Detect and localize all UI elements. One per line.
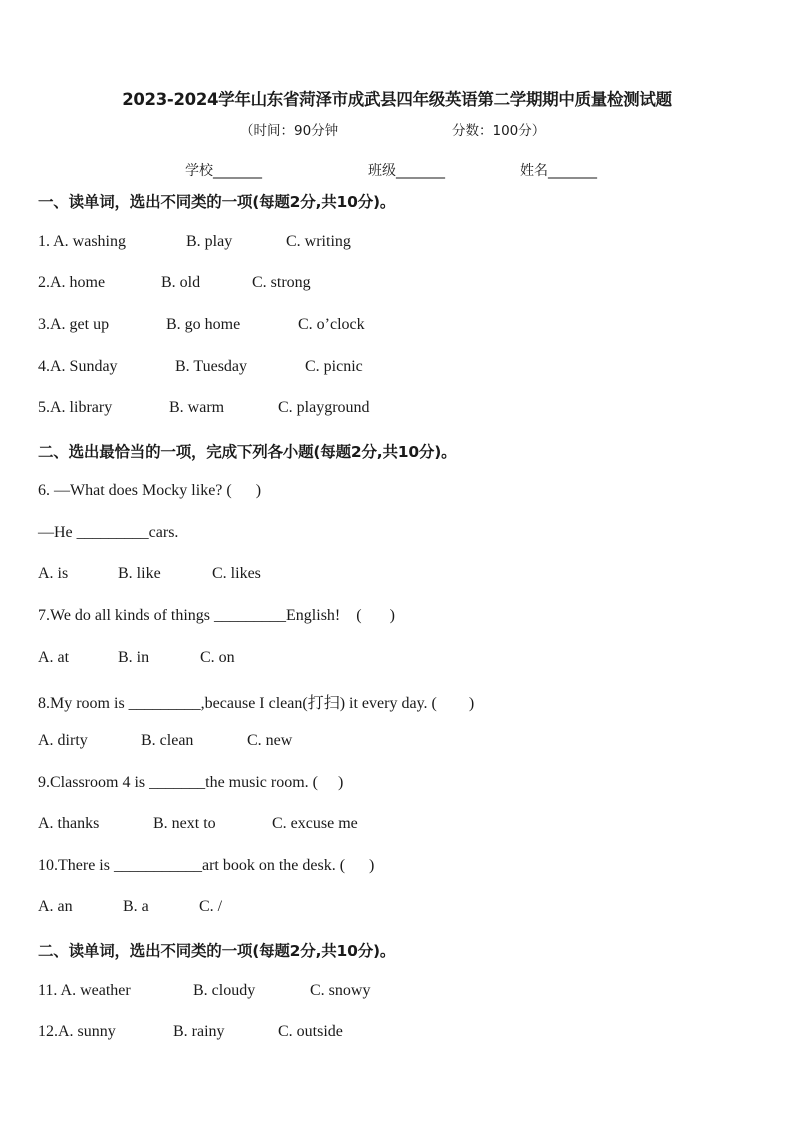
q9-stem: 9.Classroom 4 is _______the music room. ( ) — [38, 774, 344, 791]
q7-stem: 7.We do all kinds of things _________English! ( ) — [38, 607, 395, 624]
q10-stem: 10.There is ___________art book on the desk. ( ) — [38, 857, 375, 874]
q12-option-a: 12.A. sunny — [38, 1023, 116, 1040]
q8-option-b: B. clean — [141, 732, 194, 749]
page-title: 2023-2024学年山东省菏泽市成武县四年级英语第二学期期中质量检测试题 — [122, 90, 672, 109]
q7-option-c: C. on — [200, 649, 235, 666]
q3-option-a: 3.A. get up — [38, 316, 110, 333]
exam-time: （时间：90分钟 — [240, 123, 339, 139]
q8-stem: 8.My room is _________,because I clean(打扫) it every day. ( ) — [38, 695, 475, 712]
q5-option-c: C. playground — [278, 399, 370, 416]
q6-answer-line: —He _________cars. — [38, 524, 179, 541]
section-2-heading: 二、选出最恰当的一项，完成下列各小题(每题2分,共10分)。 — [38, 443, 457, 461]
q2-option-a: 2.A. home — [38, 274, 106, 291]
q11-option-c: C. snowy — [310, 982, 371, 999]
q1-option-c: C. writing — [286, 233, 351, 250]
q4-option-a: 4.A. Sunday — [38, 358, 118, 375]
section-1-heading: 一、读单词，选出不同类的一项(每题2分,共10分)。 — [38, 193, 396, 211]
q10-option-c: C. / — [199, 898, 223, 915]
q1-option-b: B. play — [186, 233, 233, 250]
q11-option-b: B. cloudy — [193, 982, 256, 999]
q1-option-a: 1. A. washing — [38, 233, 126, 250]
q5-option-a: 5.A. library — [38, 399, 113, 416]
q4-option-c: C. picnic — [305, 358, 363, 375]
school-field: 学校_______ — [185, 163, 262, 179]
q4-option-b: B. Tuesday — [175, 358, 248, 375]
q7-option-a: A. at — [38, 649, 70, 666]
q10-option-b: B. a — [123, 898, 149, 915]
q10-option-a: A. an — [38, 898, 73, 915]
q8-option-a: A. dirty — [38, 732, 88, 749]
q5-option-b: B. warm — [169, 399, 225, 416]
q6-stem: 6. —What does Mocky like? ( ) — [38, 482, 262, 499]
q2-option-c: C. strong — [252, 274, 311, 291]
q8-option-c: C. new — [247, 732, 293, 749]
q9-option-b: B. next to — [153, 815, 216, 832]
class-field: 班级_______ — [368, 163, 445, 179]
section-3-heading: 二、读单词，选出不同类的一项(每题2分,共10分)。 — [38, 942, 396, 960]
q9-option-c: C. excuse me — [272, 815, 358, 832]
q7-option-b: B. in — [118, 649, 150, 666]
q6-option-b: B. like — [118, 565, 161, 582]
q12-option-b: B. rainy — [173, 1023, 225, 1040]
q6-option-c: C. likes — [212, 565, 261, 582]
q12-option-c: C. outside — [278, 1023, 343, 1040]
exam-score: 分数：100分） — [452, 123, 546, 139]
q9-option-a: A. thanks — [38, 815, 100, 832]
name-field: 姓名_______ — [520, 163, 597, 179]
q3-option-c: C. o’clock — [298, 316, 365, 333]
q11-option-a: 11. A. weather — [38, 982, 131, 999]
q2-option-b: B. old — [161, 274, 201, 291]
q3-option-b: B. go home — [166, 316, 241, 333]
q6-option-a: A. is — [38, 565, 69, 582]
